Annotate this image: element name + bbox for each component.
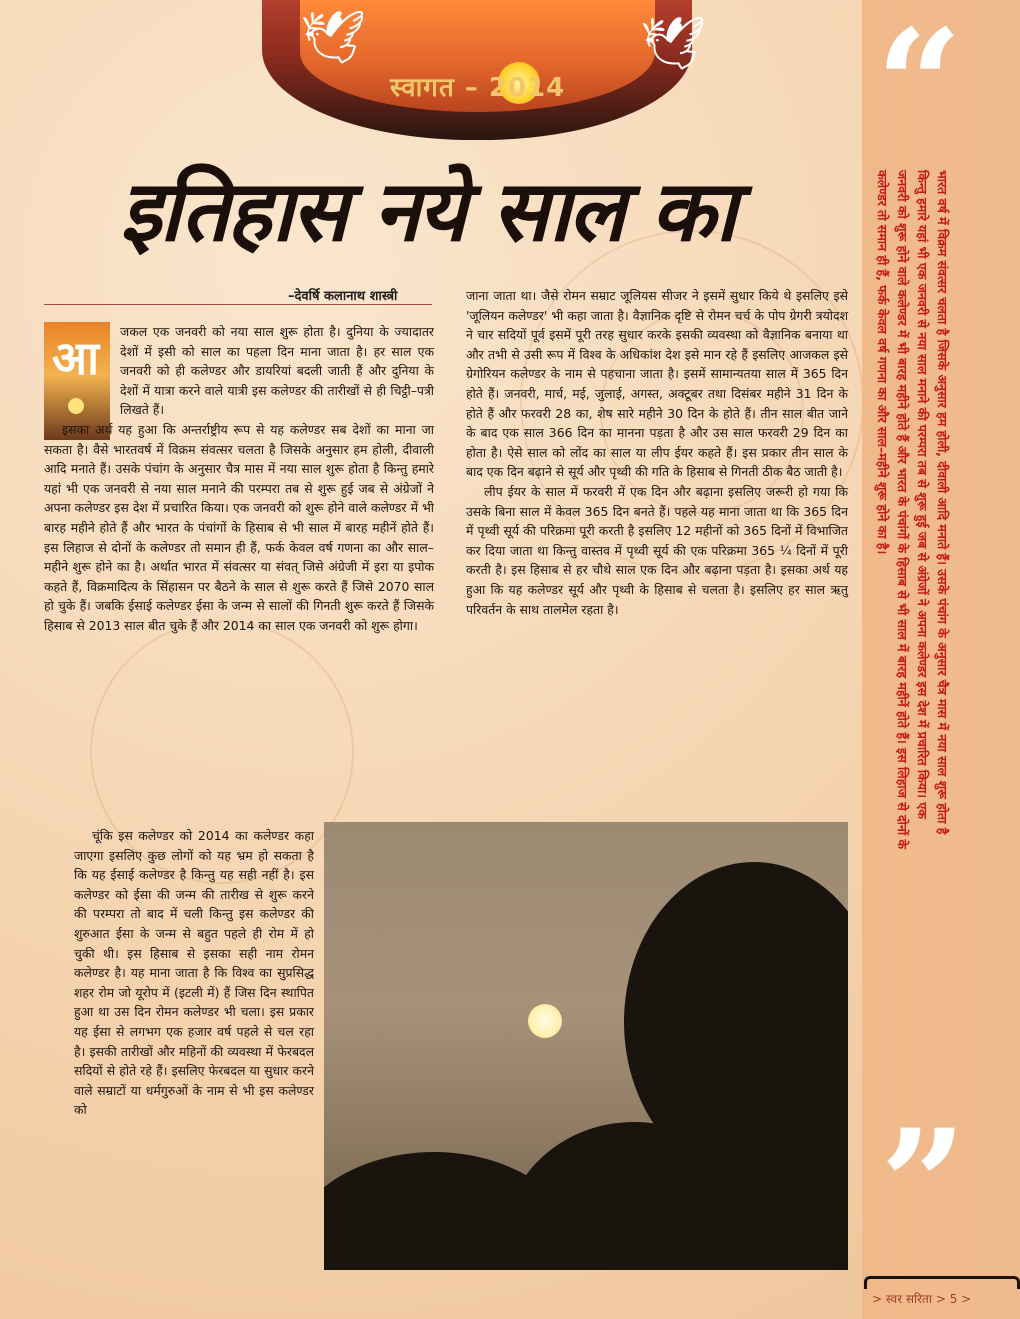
paragraph: जाना जाता था। जैसे रोमन सम्राट जूलियस सीजर ने इसमें सुधार किये थे इसलिए इसे 'जूलियन कलेण्डर' भी कहा जाता है। वैज्ञानिक दृष्टि से रोमन चर्च के पोप ग्रेगरी त्रयोदश ने चार सदियों पूर्व इसमें पूरी तरह सुधार करके इसकी व्यवस्था को वैज्ञानिक बनाया था और तभी से उसी रूप में विश्व के अधिकांश देश इसे मान रहे हैं इसलिए आजकल इसे ग्रेगोरियन कलेण्डर के नाम से पहचाना जाता है। इसमें सामान्यतया साल में 365 दिन होते हैं। जनवरी, मार्च, मई, जुलाई, अगस्त, अक्टूबर तथा दिसंबर महीने 31 दिन के होते हैं और फरवरी 28 का, शेष सारे महीने 30 दिन के होते हैं। तीन साल बीत जाने के बाद एक साल 366 दिन का मानना पड़ता है और उस साल फरवरी 29 दिन का होता है। ऐसे साल को लोंद का साल या लीप ईयर कहते हैं। इस प्रकार तीन साल के बाद एक दिन बढ़ाने से सूर्य और पृथ्वी की गति के हिसाब से गिनती ठीक बैठ जाती है।: [466, 288, 848, 480]
sun-icon: [528, 1004, 562, 1038]
page-title: इतिहास नये साल का: [120, 162, 735, 260]
dropcap-letter: आ: [52, 331, 100, 385]
paragraph: चूंकि इस कलेण्डर को 2014 का कलेण्डर कहा जाएगा इसलिए कुछ लोगों को यह भ्रम हो सकता है कि यह ईसाई कलेण्डर है किन्तु यह सही नहीं है। इस कलेण्डर को ईसा की जन्म की तारीख से शुरू करने की परम्परा तो बाद में चली किन्तु इस कलेण्डर की शुरुआत ईसा के जन्म से बहुत पहले ही रोम में हो चुकी थी। इस हिसाब से इसका सही नाम रोमन कलेण्डर है। यह माना जाता है कि विश्व का सुप्रसिद्ध शहर रोम जो यूरोप में (इटली में) हैं जिस दिन स्थापित हुआ था उस दिन रोमन कलेण्डर भी चला। इस प्रकार यह ईसा से लगभग एक हजार वर्ष पहले से चल रहा है। इसकी तारीखों और महिनों की व्यवस्था में फेरबदल सदियों से होते रहे हैं। इसलिए फेरबदल या सुधार करने वाले सम्राटों या धर्मगुरुओं के नाम से भी इस कलेण्डर को: [74, 828, 314, 1118]
article-column-1: [44, 322, 434, 636]
quote-close-icon: ”: [880, 1097, 967, 1273]
dove-icon: 🕊: [300, 8, 367, 68]
paragraph: लीप ईयर के साल में फरवरी में एक दिन और बढ़ाना इसलिए जरूरी हो गया कि उसके बिना साल में केवल 365 दिन बनते हैं। पहले यह माना जाता था कि 365 दिन में पृथ्वी सूर्य की परिक्रमा पूरी करती है इसलिए 12 महीनों को 365 दिनों में विभाजित कर दिया जाता था किन्तु वास्तव में पृथ्वी सूर्य की एक परिक्रमा 365 ¼ दिनों में पूरी करती है। इस हिसाब से हर चौथे साल एक दिन और बढ़ाना पड़ता है। इसका अर्थ यह हुआ कि यह कलेण्डर सूर्य और पृथ्वी के हिसाब से चलता है। इसलिए हर साल ऋतु परिवर्तन के साथ तालमेल रहता है।: [466, 483, 848, 617]
quote-open-icon: “: [876, 0, 963, 173]
paragraph-intro: जकल एक जनवरी को नया साल शुरू होता है। दुनिया के ज्यादातर देशों में इसी को साल का पहला दिन माना जाता है। हर साल एक जनवरी को ही कलेण्डर और डायरियां बदली जाती हैं और दुनिया के देशों में यात्रा करने वाले यात्री इस कलेण्डर की तारीखों से ही चिट्ठी–पत्री लिखते हैं।: [120, 324, 434, 418]
pull-quote-box: [872, 170, 992, 850]
dove-icon: 🕊: [640, 14, 707, 74]
pull-quote: भारत वर्ष में विक्रम संवत्सर चलता है जिसके अनुसार हम होली, दीवाली आदि मनाते हैं। उसके पंचांग के अनुसार चैत्र मास में नया साल शुरू होता है किन्तु हमारे यहां भी एक जनवरी से नया साल मनाने की परम्परा तब से शुरू हुई जब से अंग्रेजों ने अपना कलेण्डर इस देश में प्रचारित किया। एक जनवरी को शुरू होने वाले कलेण्डर में भी बारह महीने होते हैं और भारत के पंचांगों के हिसाब से भी साल में बारह महीनें होते हैं। इस लिहाज से दोनों के कलेण्डर तो समान ही हैं, फर्क केवल वर्ष गणना का और साल–महीने शुरू होने का है।: [875, 170, 950, 850]
sunset-photo: [324, 822, 848, 1270]
paragraph: इसका अर्थ यह हुआ कि अन्तर्राष्ट्रीय रूप से यह कलेण्डर सब देशों का माना जा सकता है। वैसे भारतवर्ष में विक्रम संवत्सर चलता है जिसके अनुसार हम होली, दीवाली आदि मनाते हैं। उसके पंचांग के अनुसार चैत्र मास में नया साल शुरू होता है किन्तु हमारे यहां भी एक जनवरी से नया साल मनाने की परम्परा तब से शुरू हुई जब से अंग्रेजों ने अपना कलेण्डर इस देश में प्रचारित किया। एक जनवरी को शुरू होने वाले कलेण्डर में भी बारह महीने होते हैं और भारत के पंचांगों के हिसाब से भी साल में बारह महीनें होते हैं। इस लिहाज से दोनों के कलेण्डर तो समान ही हैं, फर्क केवल वर्ष गणना का और साल–महीने शुरू होने का है। अर्थात भारत में संवत्सर या संवत् जिसे अंग्रेजी में इरा या इपोक कहते हैं, विक्रमादित्य के सिंहासन पर बैठने के साल से शुरू करते हैं जिसे 2070 साल हो चुके हैं। जबकि ईसाई कलेण्डर ईसा के जन्म से सालों की गिनती शुरू करते हैं जिसके हिसाब से 2013 साल बीत चुके हैं और 2014 का साल एक जनवरी को शुरू होगा।: [44, 421, 434, 633]
ground-silhouette: [324, 1222, 848, 1270]
byline: –देवर्षि कलानाथ शास्त्री: [288, 289, 398, 304]
banner-text: स्वागत – 2014: [390, 73, 566, 103]
article-column-1-lower: [74, 826, 314, 1120]
page-footer: > स्वर सरिता > 5 >: [872, 1292, 972, 1306]
byline-divider: [44, 304, 432, 305]
footer-bracket: [864, 1276, 1020, 1289]
article-column-2: [466, 286, 848, 619]
